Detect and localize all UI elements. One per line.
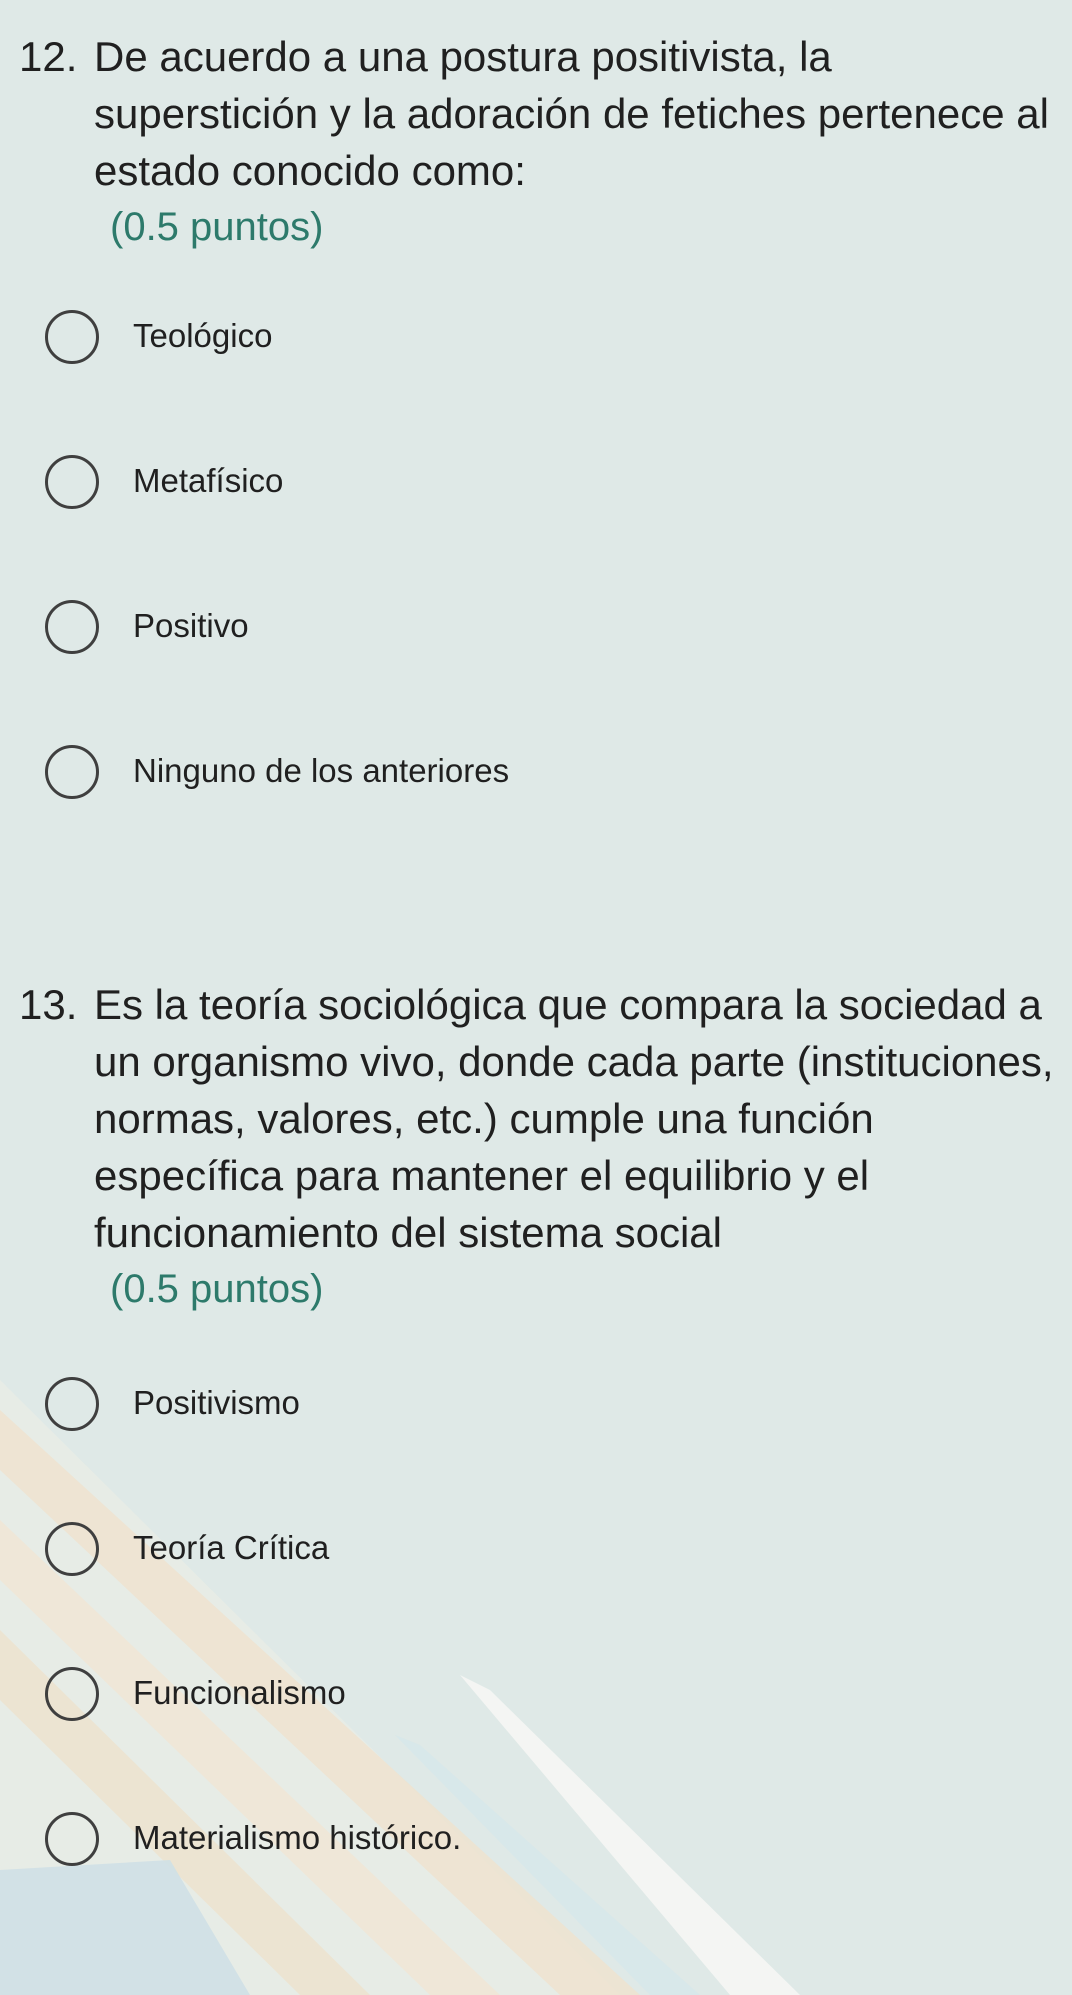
- option-teologico[interactable]: [0, 308, 1000, 372]
- option-materialismo-historico[interactable]: [0, 1810, 1000, 1874]
- radio-button-icon[interactable]: [45, 745, 99, 799]
- option-label: Metafísico: [133, 462, 284, 499]
- radio-button-icon[interactable]: [45, 1812, 99, 1866]
- option-label: Materialismo histórico.: [133, 1819, 462, 1856]
- question-number: 13.: [19, 981, 78, 1028]
- radio-button-icon[interactable]: [45, 310, 99, 364]
- question-text: Es la teoría sociológica que compara la sociedad a un organismo vivo, donde cada parte (instituciones, normas, valores, etc.) cumple una función específica para mantener el equilibrio y el funcionamiento del sistema social: [94, 981, 1054, 1256]
- radio-button-icon[interactable]: [45, 600, 99, 654]
- option-label: Teoría Crítica: [133, 1529, 330, 1566]
- option-label: Positivismo: [133, 1384, 300, 1421]
- radio-button-icon[interactable]: [45, 1522, 99, 1576]
- option-label: Positivo: [133, 607, 249, 644]
- option-metafisico[interactable]: [0, 453, 1000, 517]
- question-text: De acuerdo a una postura positivista, la superstición y la adoración de fetiches pertenece al estado conocido como:: [94, 33, 1049, 194]
- radio-button-icon[interactable]: [45, 1667, 99, 1721]
- option-ninguno[interactable]: [0, 743, 1000, 807]
- option-label: Teológico: [133, 317, 273, 354]
- option-funcionalismo[interactable]: [0, 1665, 1000, 1729]
- question-points: (0.5 puntos): [110, 1267, 324, 1311]
- question-13: [0, 976, 1072, 1318]
- question-header: [0, 28, 1072, 199]
- option-teoria-critica[interactable]: [0, 1520, 1000, 1584]
- question-header: [0, 976, 1072, 1261]
- radio-button-icon[interactable]: [45, 1377, 99, 1431]
- question-12: [0, 28, 1072, 256]
- question-number: 12.: [19, 33, 78, 80]
- radio-button-icon[interactable]: [45, 455, 99, 509]
- question-points: (0.5 puntos): [110, 205, 324, 249]
- option-label: Ninguno de los anteriores: [133, 752, 510, 789]
- option-label: Funcionalismo: [133, 1674, 346, 1711]
- option-positivo[interactable]: [0, 598, 1000, 662]
- option-positivismo[interactable]: [0, 1375, 1000, 1439]
